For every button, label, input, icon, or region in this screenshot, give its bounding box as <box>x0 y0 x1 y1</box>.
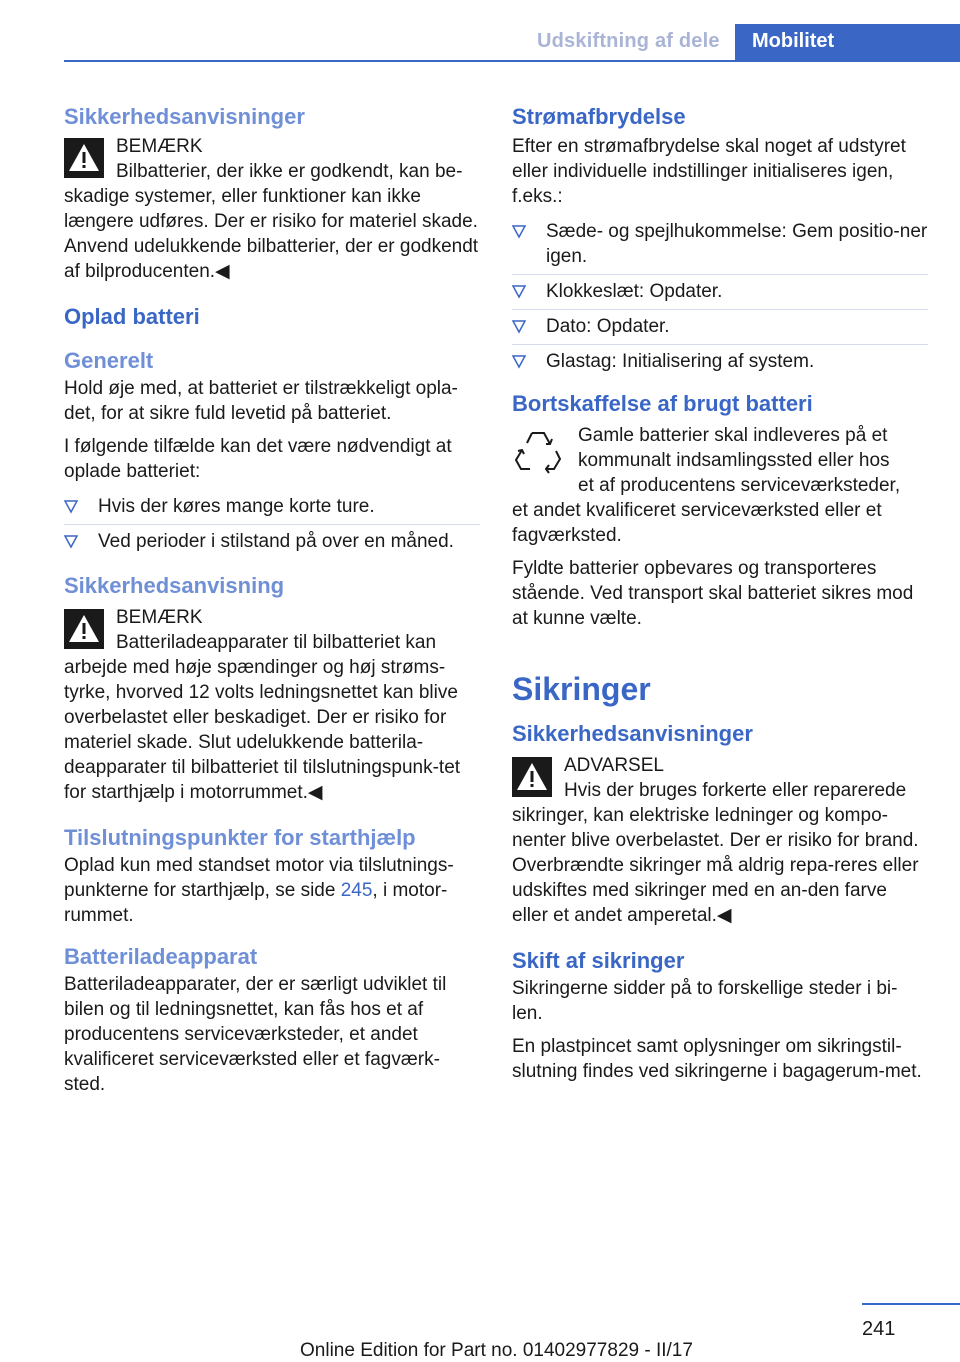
paragraph: En plastpincet samt oplysninger om sikringstil-slutning findes ved sikringerne i bagagerum-met. <box>512 1036 922 1082</box>
paragraph <box>64 853 480 928</box>
heading-general: Generelt <box>64 348 154 373</box>
chapter-tab[interactable]: Mobilitet <box>735 24 960 62</box>
triangle-bullet-icon <box>512 225 526 239</box>
triangle-bullet-icon <box>64 535 78 549</box>
triangle-bullet-icon <box>512 320 526 334</box>
list-item-text: Hvis der køres mange korte ture. <box>98 496 375 517</box>
paragraph: Efter en strømafbrydelse skal noget af udstyret eller individuelle indstillinger initialiseres igen, f.eks.: <box>512 136 906 207</box>
list-item <box>64 490 480 525</box>
heading-battery-charger: Batteriladeapparat <box>64 944 258 969</box>
disposal-block <box>512 423 928 498</box>
list-item <box>512 345 928 379</box>
warning-block-2 <box>64 605 480 655</box>
paragraph: et andet kvalificeret serviceværksted eller et fagværksted. <box>512 500 882 546</box>
heading-battery-disposal: Bortskaffelse af brugt batteri <box>512 391 813 416</box>
list-power-items <box>512 215 928 379</box>
left-column <box>64 100 480 1097</box>
paragraph: Fyldte batterier opbevares og transporteres stående. Ved transport skal batteriet sikres mod at kunne vælte. <box>512 558 914 629</box>
page-number: 241 <box>862 1318 896 1340</box>
list-charge-cases <box>64 490 480 559</box>
warning-text: arbejde med høje spændinger og høj strøms-tyrke, hvorved 12 volts ledningsnettet kan blive overbelastet eller beskadiget. Der er risiko for materiel skade. Slut udelukkende batterila-deapparater til bilbatteriet til tilslutningspunk-tet for starthjælp i motorrummet.◀ <box>64 657 461 803</box>
heading-charge-battery: Oplad batteri <box>64 304 200 329</box>
paragraph: Sikringerne sidder på to forskellige steder i bi-len. <box>512 978 898 1024</box>
list-item-text: Ved perioder i stilstand på over en måned. <box>98 531 454 552</box>
warning-text-first: Batteriladeapparater til bilbatteriet kan <box>116 632 437 653</box>
right-column <box>512 100 928 1084</box>
heading-fuse-safety: Sikkerhedsanvisninger <box>512 721 753 746</box>
triangle-bullet-icon <box>512 355 526 369</box>
text: Oplad kun med standset motor via tilslutnings-punkterne for starthjælp, se side <box>64 855 454 901</box>
footer-rule <box>862 1303 960 1305</box>
heading-jump-start-points: Tilslutningspunkter for starthjælp <box>64 825 416 850</box>
section-tab[interactable]: Udskiftning af dele <box>537 30 720 52</box>
heading-safety-instructions: Sikkerhedsanvisninger <box>64 104 305 129</box>
list-item-text: Klokkeslæt: Opdater. <box>546 281 723 302</box>
disposal-line: Gamle batterier skal indleveres på et <box>578 425 888 446</box>
warning-text: skadige systemer, eller funktioner kan ikke længere udføres. Der er risiko for materiel skade. Anvend udelukkende bilbatterier, der er godkendt af bilproducenten.◀ <box>64 186 479 282</box>
heading-safety-instruction: Sikkerhedsanvisning <box>64 573 285 598</box>
warning-icon <box>64 138 104 178</box>
paragraph: I følgende tilfælde kan det være nødvendigt at oplade batteriet: <box>64 436 452 482</box>
warning-icon <box>512 757 552 797</box>
paragraph: Batteriladeapparater, der er særligt udviklet til bilen og til ledningsnettet, kan fås hos et af producentens serviceværksteder, et andet kvalificeret serviceværksted eller et fagværk-sted. <box>64 974 447 1095</box>
warning-text: sikringer, kan elektriske ledninger og kompo-nenter blive overbelastet. Der er risiko for brand. Overbrændte sikringer må aldrig repa-reres eller udskiftes med sikringer med en an-den farve eller et andet amperetal.◀ <box>512 805 919 926</box>
disposal-line: et af producentens serviceværksteder, <box>578 475 901 496</box>
list-item <box>512 215 928 275</box>
header-rule <box>64 60 960 62</box>
heading-change-fuses: Skift af sikringer <box>512 948 685 973</box>
warning-title: BEMÆRK <box>116 607 203 628</box>
heading-fuses: Sikringer <box>512 671 651 707</box>
list-item <box>512 310 928 345</box>
list-item <box>512 275 928 310</box>
warning-title: BEMÆRK <box>116 136 203 157</box>
disposal-line: kommunalt indsamlingssted eller hos <box>578 450 890 471</box>
recycle-icon <box>512 425 564 477</box>
page-link[interactable]: 245 <box>340 880 373 901</box>
triangle-bullet-icon <box>64 500 78 514</box>
warning-block-1 <box>64 134 480 184</box>
heading-power-interruption: Strømafbrydelse <box>512 104 686 129</box>
page-header <box>0 0 960 62</box>
warning-text-first: Bilbatterier, der ikke er godkendt, kan be- <box>116 161 463 182</box>
edition-note: Online Edition for Part no. 01402977829 - II/17 <box>300 1340 693 1361</box>
list-item-text: Sæde- og spejlhukommelse: Gem positio-ner igen. <box>546 221 928 267</box>
text: , i motor-rummet. <box>64 880 448 926</box>
warning-icon <box>64 609 104 649</box>
list-item <box>64 525 480 559</box>
warning-block-3 <box>512 753 928 803</box>
list-item-text: Dato: Opdater. <box>546 316 670 337</box>
triangle-bullet-icon <box>512 285 526 299</box>
warning-title: ADVARSEL <box>564 755 664 776</box>
paragraph: Hold øje med, at batteriet er tilstrækkeligt opla-det, for at sikre fuld levetid på batteriet. <box>64 378 458 424</box>
list-item-text: Glastag: Initialisering af system. <box>546 351 815 372</box>
warning-text-first: Hvis der bruges forkerte eller reparerede <box>564 780 907 801</box>
